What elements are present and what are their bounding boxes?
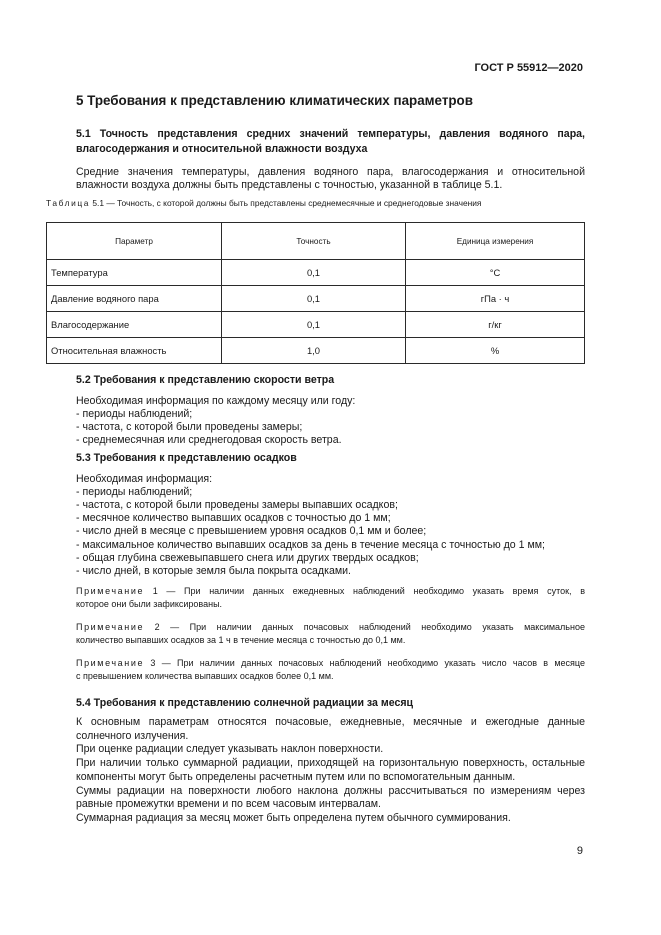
section-5-1-title-line2: влагосодержания и относительной влажности воздуха: [76, 143, 368, 155]
para-line: равные промежутки времени и по всем часовым интервалам.: [76, 798, 381, 811]
note-label: Примечание: [76, 586, 145, 596]
cell-unit: %: [406, 338, 585, 364]
section-5-1-para-line1: Средние значения температуры, давления водяного пара, влагосодержания и относительной: [76, 166, 585, 178]
section-5-2: [76, 373, 585, 447]
para-line: Суммы радиации на поверхности любого наклона должны рассчитываться по измерениям через: [76, 784, 585, 797]
note-2: [76, 621, 585, 647]
cell-unit: °С: [406, 260, 585, 286]
para-line: компоненты могут быть определены расчетным путем или по вспомогательным данным.: [76, 770, 516, 783]
section-5-3-intro: Необходимая информация:: [76, 473, 213, 485]
note-3-line1: [76, 657, 585, 670]
list-item: - месячное количество выпавших осадков с точностью до 1 мм;: [76, 512, 391, 525]
section-5-title: 5 Требования к представлению климатических параметров: [76, 93, 473, 108]
header-parameter: Параметр: [47, 223, 222, 260]
table-row: [47, 286, 585, 312]
list-item: - максимальное количество выпавших осадков за день в течение месяца с точностью до 1 мм;: [76, 538, 545, 551]
list-item: - среднемесячная или среднегодовая скорость ветра.: [76, 434, 342, 447]
cell-parameter: Влагосодержание: [47, 312, 222, 338]
list-item: - периоды наблюдений;: [76, 408, 193, 421]
para-line: При наличии только суммарной радиации, приходящей на горизонтальную поверхность, остальные: [76, 757, 585, 770]
header-unit: Единица измерения: [406, 223, 585, 260]
list-item: - общая глубина свежевыпавшего снега или других твердых осадков;: [76, 551, 419, 564]
table-row: [47, 312, 585, 338]
cell-precision: 0,1: [222, 286, 406, 312]
section-5-2-intro: Необходимая информация по каждому месяцу или году:: [76, 395, 356, 407]
table-header-row: [47, 223, 585, 260]
section-5-1-title-line1: 5.1 Точность представления средних значений температуры, давления водяного пара,: [76, 128, 585, 140]
document-id: ГОСТ Р 55912—2020: [474, 62, 583, 74]
note-3: [76, 657, 585, 683]
cell-parameter: Температура: [47, 260, 222, 286]
section-5-1: [76, 127, 585, 192]
section-5-3-title: 5.3 Требования к представлению осадков: [76, 452, 297, 464]
cell-unit: гПа · ч: [406, 286, 585, 312]
cell-parameter: Давление водяного пара: [47, 286, 222, 312]
note-text: 2 — При наличии данных почасовых наблюдений необходимо указать максимальное: [154, 622, 585, 632]
table-row: [47, 338, 585, 364]
cell-parameter: Относительная влажность: [47, 338, 222, 364]
table-5-1: [46, 222, 585, 364]
table-row: [47, 260, 585, 286]
note-label: Примечание: [76, 622, 145, 632]
section-5-2-title: 5.2 Требования к представлению скорости ветра: [76, 374, 335, 386]
section-5-3-list: [76, 486, 585, 578]
section-5-4-body: [76, 716, 585, 826]
section-5-1-para-line2: влажности воздуха должны быть представлены с точностью, указанной в таблице 5.1.: [76, 179, 503, 192]
list-item: - периоды наблюдений;: [76, 486, 193, 499]
list-item: - число дней, в которые земля была покрыта осадками.: [76, 564, 351, 577]
note-1: [76, 585, 585, 611]
para-line: При оценке радиации следует указывать наклон поверхности.: [76, 743, 384, 756]
note-text: 1 — При наличии данных ежедневных наблюдений необходимо указать время суток, в: [152, 586, 585, 596]
table-caption-text: 5.1 — Точность, с которой должны быть представлены среднемесячные и среднегодовые значения: [92, 198, 482, 208]
page-number: 9: [576, 845, 583, 857]
para-line: Суммарная радиация за месяц может быть определена путем обычного суммирования.: [76, 811, 511, 824]
table-caption-label: Таблица: [46, 198, 91, 208]
note-label: Примечание: [76, 658, 145, 668]
cell-precision: 0,1: [222, 260, 406, 286]
note-1-line1: [76, 585, 585, 598]
table-5-1-caption: [46, 198, 481, 208]
list-item: - число дней в месяце с превышением уровня осадков 0,1 мм и более;: [76, 525, 427, 538]
list-item: - частота, с которой были проведены замеры выпавших осадков;: [76, 499, 398, 512]
list-item: - частота, с которой были проведены замеры;: [76, 421, 303, 434]
cell-precision: 1,0: [222, 338, 406, 364]
para-line: К основным параметрам относятся почасовые, ежедневные, месячные и ежегодные данные: [76, 716, 585, 728]
note-3-line2: с превышением количества выпавших осадков более 0,1 мм.: [76, 671, 334, 681]
section-5-2-list: [76, 408, 585, 447]
cell-precision: 0,1: [222, 312, 406, 338]
section-5-3: [76, 451, 585, 578]
cell-unit: г/кг: [406, 312, 585, 338]
section-5-4: [76, 696, 585, 826]
note-text: 3 — При наличии данных почасовых наблюдений необходимо указать число часов в месяце: [150, 658, 585, 668]
para-line: солнечного излучения.: [76, 729, 189, 742]
note-2-line1: [76, 621, 585, 634]
note-1-line2: которое они были зафиксированы.: [76, 599, 223, 609]
header-precision: Точность: [222, 223, 406, 260]
note-2-line2: количество выпавших осадков за 1 ч в течение месяца с точностью до 0,1 мм.: [76, 635, 406, 645]
section-5-4-title: 5.4 Требования к представлению солнечной радиации за месяц: [76, 697, 414, 709]
